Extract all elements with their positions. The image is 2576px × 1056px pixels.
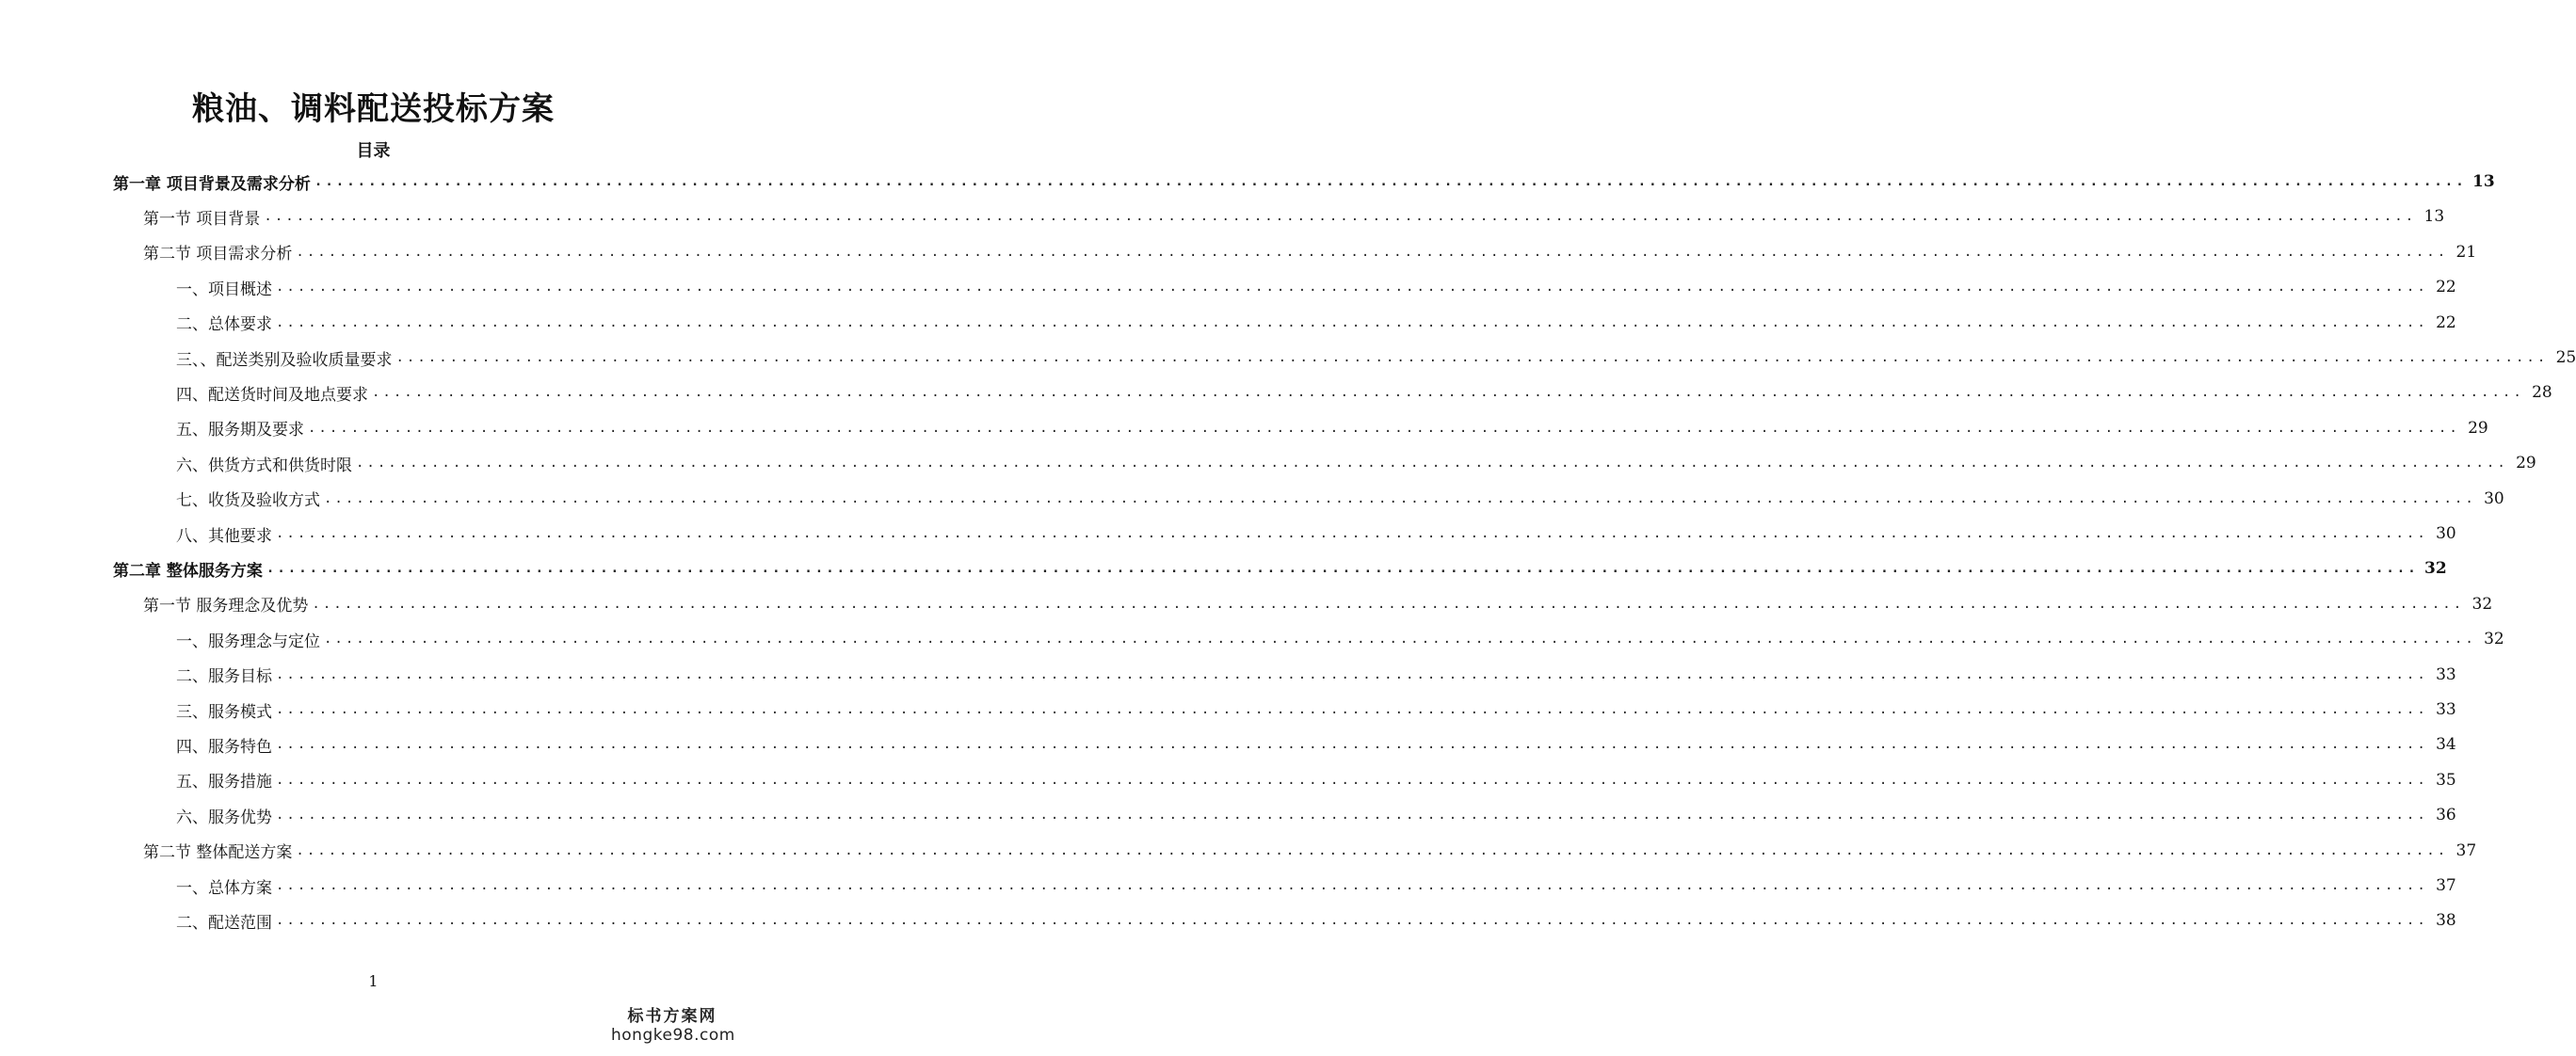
toc-entry-page: 13 [2423,207,2445,227]
toc-entry[interactable] [176,485,2504,513]
toc-entry-label: 第一节 项目背景 [143,209,261,229]
toc-entry-page: 28 [2532,383,2552,403]
toc-entry[interactable] [176,766,2456,794]
toc-entry-label: 二、总体要求 [176,315,272,335]
toc-entry-label: 三、服务模式 [176,702,272,722]
toc-entry[interactable] [176,730,2456,759]
toc-entry-label: 五、服务措施 [176,773,272,792]
toc-entry[interactable] [143,837,2477,865]
toc-entry[interactable] [143,238,2477,266]
toc-entry-page: 32 [2471,594,2493,614]
toc-dot-leader: ........................................................................................................................................................................................................ [395,350,2549,365]
toc-entry-page: 35 [2436,770,2456,790]
toc-entry-page: 22 [2436,278,2456,297]
toc-entry-label: 一、项目概述 [176,280,272,299]
watermark-logo [611,1002,733,1045]
toc-dot-leader: ........................................................................................................................................................................................................ [276,772,2428,788]
document-title: 粮油、调料配送投标方案 [192,90,555,128]
toc-entry-label: 五、服务期及要求 [176,421,304,440]
toc-entry[interactable] [176,872,2456,900]
toc-dot-leader: ........................................................................................................................................................................................................ [276,913,2428,929]
toc-entry-label: 一、总体方案 [176,878,272,898]
toc-entry-label: 一、服务理念与定位 [176,632,320,651]
toc-dot-leader: ........................................................................................................................................................................................................ [372,385,2524,401]
toc-entry-label: 六、供货方式和供货时限 [176,456,352,475]
toc-dot-leader: ........................................................................................................................................................................................................ [266,561,2419,577]
toc-entry[interactable] [176,661,2456,689]
toc-entry[interactable] [176,801,2456,829]
toc-dot-leader: ........................................................................................................................................................................................................ [296,842,2449,858]
toc-entry-page: 34 [2436,735,2456,755]
toc-entry[interactable] [143,202,2445,231]
toc-dot-leader: ........................................................................................................................................................................................................ [308,420,2460,436]
toc-entry-label: 六、服务优势 [176,808,272,827]
toc-entry-page: 37 [2436,876,2456,895]
toc-dot-leader: ........................................................................................................................................................................................................ [312,596,2465,612]
toc-dot-leader: ........................................................................................................................................................................................................ [276,666,2428,682]
toc-entry[interactable] [176,344,2576,372]
toc-entry[interactable] [176,449,2536,477]
toc-entry-page: 30 [2436,524,2456,543]
toc-dot-leader: ........................................................................................................................................................................................................ [296,244,2449,260]
toc-dot-leader: ........................................................................................................................................................................................................ [276,702,2428,717]
toc-entry[interactable] [176,273,2456,301]
toc-dot-leader: ........................................................................................................................................................................................................ [314,174,2467,189]
toc-dot-leader: ........................................................................................................................................................................................................ [276,280,2428,296]
toc-entry-page: 32 [2424,559,2447,579]
toc-dot-leader: ........................................................................................................................................................................................................ [276,737,2428,753]
toc-entry-label: 第二节 整体配送方案 [143,843,293,863]
toc-entry-label: 第一章 项目背景及需求分析 [113,174,311,194]
toc-entry-label: 七、收货及验收方式 [176,491,320,511]
toc-entry[interactable] [176,906,2456,935]
toc-entry-label: 八、其他要求 [176,526,272,546]
toc-entry[interactable] [176,309,2456,337]
toc-entry-label: 第一节 服务理念及优势 [143,597,309,616]
toc-entry-label: 第二节 项目需求分析 [143,245,293,264]
toc-dot-leader: ........................................................................................................................................................................................................ [276,878,2428,893]
toc-entry-page: 29 [2516,454,2536,473]
toc-entry[interactable] [176,696,2456,724]
watermark-name: 标书方案网 [627,1007,717,1026]
page-number: 1 [368,972,378,990]
toc-entry-page: 30 [2484,488,2504,508]
toc-dot-leader: ........................................................................................................................................................................................................ [324,490,2476,506]
toc-dot-leader: ........................................................................................................................................................................................................ [264,209,2417,225]
toc-dot-leader: ........................................................................................................................................................................................................ [324,632,2476,648]
toc-entry[interactable] [143,590,2493,618]
toc-entry[interactable] [176,520,2456,548]
watermark-url: hongke98.com [611,1026,735,1045]
toc-dot-leader: ........................................................................................................................................................................................................ [276,314,2428,330]
toc-entry-page: 22 [2436,312,2456,332]
toc-entry-page: 25 [2555,348,2576,367]
toc-entry-page: 36 [2436,806,2456,825]
toc-entry[interactable] [113,554,2447,583]
toc-entry-label: 第二章 整体服务方案 [113,561,263,581]
toc-entry[interactable] [176,625,2504,653]
toc-entry[interactable] [113,168,2495,196]
toc-entry[interactable] [176,378,2552,407]
toc-entry-page: 13 [2472,172,2495,191]
toc-entry-page: 38 [2436,911,2456,931]
toc-entry-label: 二、服务目标 [176,667,272,687]
toc-entry-label: 四、配送货时间及地点要求 [176,385,368,405]
toc-entry-label: 三、、配送类别及验收质量要求 [176,350,393,370]
toc-dot-leader: ........................................................................................................................................................................................................ [356,456,2508,472]
toc-entry-label: 四、服务特色 [176,737,272,757]
toc-dot-leader: ........................................................................................................................................................................................................ [276,526,2428,541]
toc-heading: 目录 [356,141,391,161]
toc-entry-label: 二、配送范围 [176,913,272,933]
toc-entry-page: 29 [2468,418,2488,438]
toc-entry-page: 32 [2484,630,2504,649]
toc-entry-page: 33 [2436,664,2456,684]
toc-entry-page: 37 [2455,840,2477,860]
toc-entry-page: 33 [2436,700,2456,719]
toc-dot-leader: ........................................................................................................................................................................................................ [276,808,2428,824]
toc-entry[interactable] [176,414,2488,442]
toc-entry-page: 21 [2455,242,2477,262]
